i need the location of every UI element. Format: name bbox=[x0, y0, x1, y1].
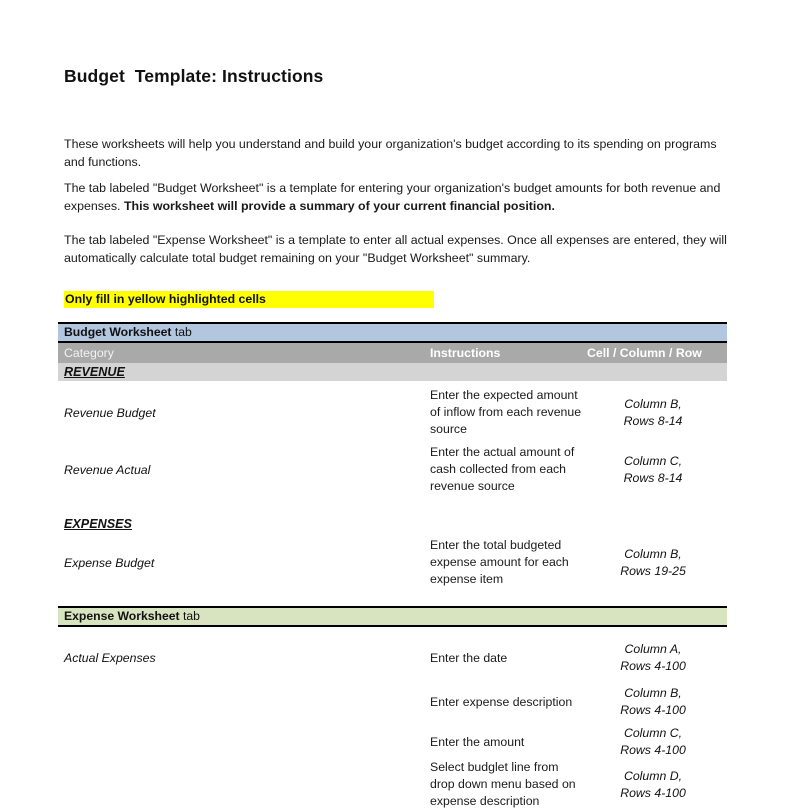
row-reference-column: Column B, bbox=[624, 686, 682, 700]
yellow-highlight-note: Only fill in yellow highlighted cells bbox=[64, 291, 434, 308]
row-category: Actual Expenses bbox=[64, 651, 156, 665]
row-reference-column: Column A, bbox=[624, 642, 682, 656]
column-header-reference: Cell / Column / Row bbox=[587, 346, 702, 360]
row-instruction: Enter expense description bbox=[430, 694, 573, 709]
budget-worksheet-tab-name: Budget Worksheet bbox=[64, 325, 172, 339]
intro-paragraph-3 bbox=[64, 232, 730, 267]
row-instruction: Enter the actual amount of cash collected from each revenue source bbox=[430, 445, 575, 493]
row-instruction: Enter the expected amount of inflow from each revenue source bbox=[430, 388, 582, 436]
row-reference bbox=[585, 725, 727, 759]
row-reference bbox=[585, 685, 727, 719]
instructions-table bbox=[58, 322, 727, 810]
table-row bbox=[58, 759, 727, 810]
row-reference bbox=[585, 396, 727, 430]
expense-worksheet-tab-suffix: tab bbox=[179, 609, 200, 623]
row-category: Revenue Actual bbox=[64, 462, 151, 477]
expense-worksheet-tab-name: Expense Worksheet bbox=[64, 609, 180, 623]
row-reference bbox=[585, 546, 727, 580]
table-row bbox=[58, 725, 727, 759]
row-reference-rows: Rows 8-14 bbox=[623, 413, 683, 428]
row-category-empty bbox=[58, 695, 430, 709]
table-row bbox=[58, 444, 727, 495]
intro-paragraph-1 bbox=[64, 136, 730, 171]
row-reference-rows: Rows 8-14 bbox=[623, 470, 683, 485]
budget-worksheet-tab-suffix: tab bbox=[171, 325, 192, 339]
row-category: Expense Budget bbox=[64, 555, 155, 570]
row-reference bbox=[585, 641, 727, 675]
section-heading-expenses-label: EXPENSES bbox=[64, 517, 132, 531]
intro-paragraph-3-text: The tab labeled "Expense Worksheet" is a template to enter all actual expenses. Once all expenses are entered, they will automatically calculate total budget remaining on your "Budget Worksheet" summary. bbox=[64, 233, 727, 265]
intro-paragraph-2-lead: The tab labeled "Budget Worksheet" is a template for entering your organization's budget amounts for both revenue and expenses. bbox=[64, 181, 721, 213]
section-heading-revenue-label: REVENUE bbox=[64, 365, 125, 379]
row-reference-column: Column B, bbox=[624, 546, 682, 561]
row-instruction: Enter the date bbox=[430, 650, 508, 665]
row-reference bbox=[585, 768, 727, 802]
intro-paragraph-2-emphasis: This worksheet will provide a summary of your current financial position. bbox=[123, 198, 555, 213]
table-row bbox=[58, 641, 727, 675]
row-instruction: Select budglet line from drop down menu based on expense description bbox=[430, 760, 576, 808]
section-heading-revenue bbox=[58, 363, 727, 381]
row-category-empty bbox=[58, 778, 430, 792]
table-column-header-row bbox=[58, 343, 727, 363]
row-category: Revenue Budget bbox=[64, 405, 156, 420]
column-header-category: Category bbox=[64, 346, 114, 360]
intro-paragraph-2 bbox=[64, 180, 730, 215]
row-reference-rows: Rows 4-100 bbox=[620, 743, 686, 757]
row-reference-rows: Rows 4-100 bbox=[620, 703, 686, 717]
table-row bbox=[58, 537, 727, 588]
row-category-empty bbox=[58, 735, 430, 749]
row-instruction: Enter the amount bbox=[430, 734, 525, 749]
budget-worksheet-tab-header bbox=[58, 322, 727, 343]
table-row bbox=[58, 387, 727, 438]
column-header-instructions: Instructions bbox=[430, 346, 501, 360]
row-reference-column: Column C, bbox=[623, 453, 683, 468]
row-reference-column: Column D, bbox=[623, 768, 683, 783]
row-reference bbox=[585, 453, 727, 487]
page-title: Budget Template: Instructions bbox=[64, 66, 324, 86]
row-reference-rows: Rows 19-25 bbox=[620, 563, 686, 578]
row-reference-column: Column C, bbox=[623, 726, 683, 740]
row-reference-column: Column B, bbox=[624, 396, 682, 411]
intro-paragraph-1-text: These worksheets will help you understand and build your organization's budget according to its spending on programs and functions. bbox=[64, 137, 717, 169]
row-reference-rows: Rows 4-100 bbox=[620, 785, 686, 800]
expense-worksheet-tab-header bbox=[58, 606, 727, 627]
table-row bbox=[58, 685, 727, 719]
row-reference-rows: Rows 4-100 bbox=[620, 659, 686, 673]
row-instruction: Enter the total budgeted expense amount for each expense item bbox=[430, 538, 569, 586]
section-heading-expenses bbox=[58, 517, 727, 531]
